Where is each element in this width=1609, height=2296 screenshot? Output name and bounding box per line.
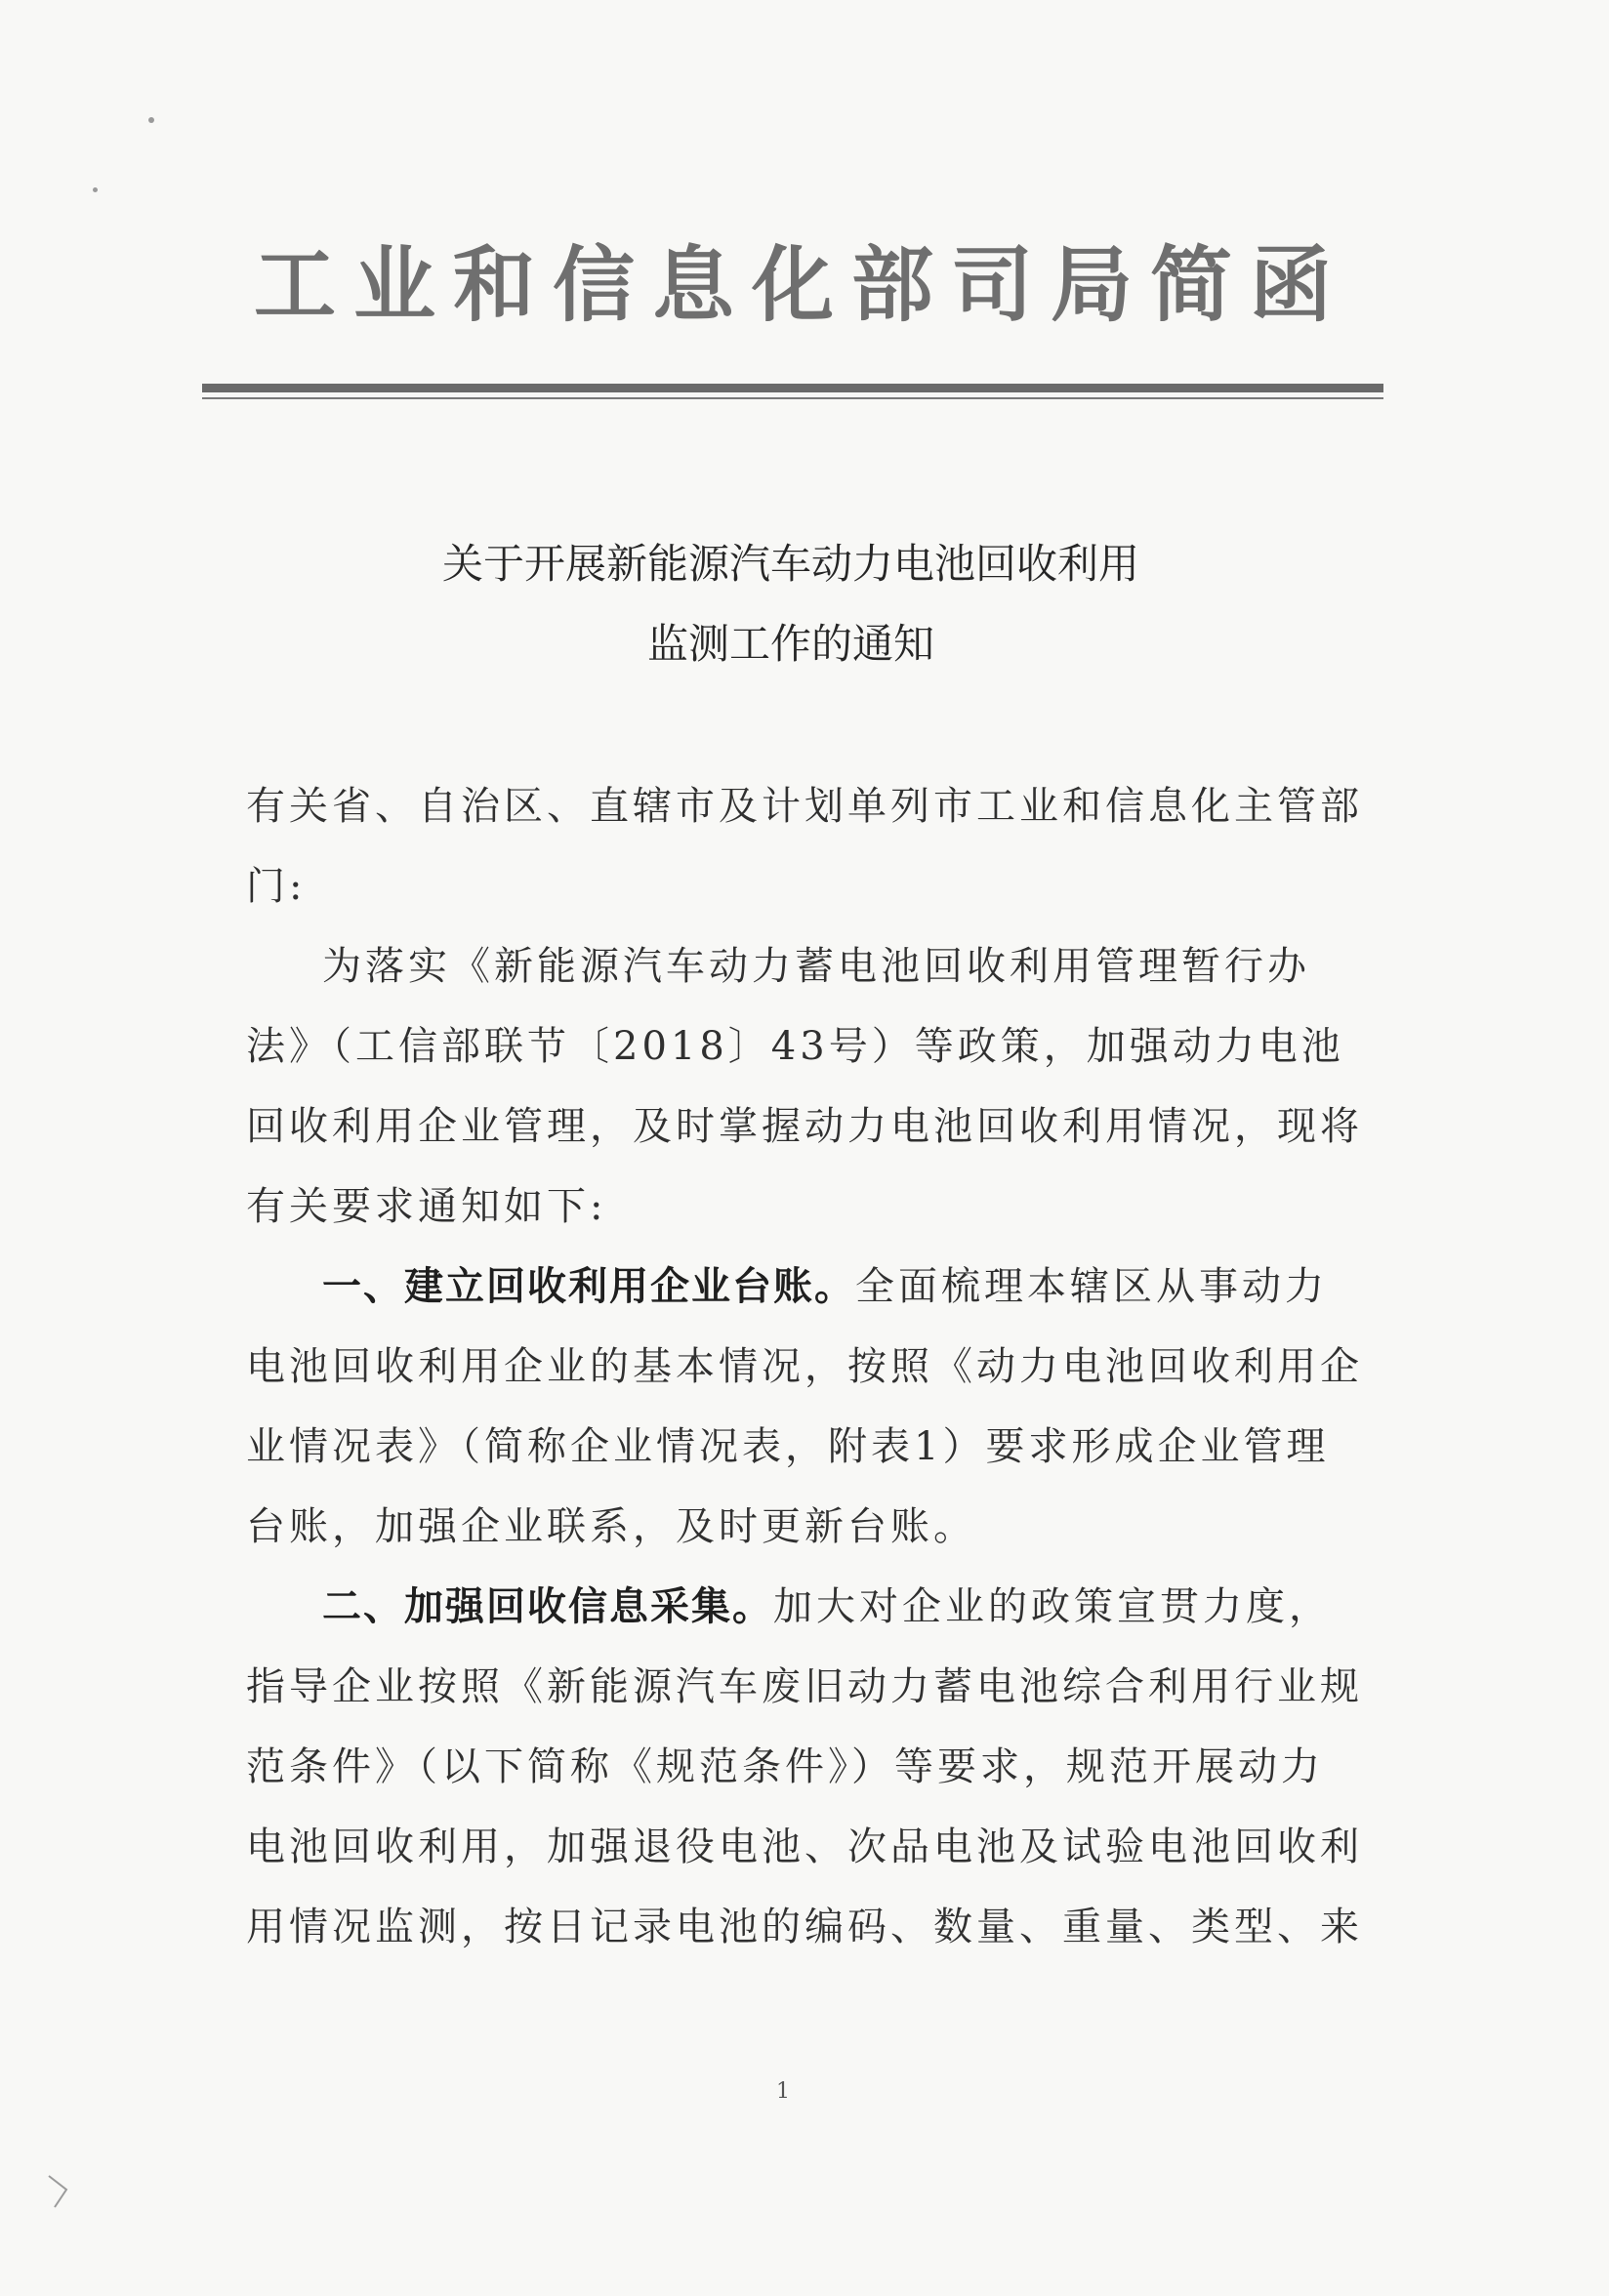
section-1-heading: 一、建立回收利用企业台账。 [322,1264,855,1309]
scan-speck [93,187,98,192]
scan-speck [148,117,154,123]
section-2-line-4: 电池回收利用，加强退役电池、次品电池及试验电池回收利 [246,1824,1363,1869]
section-1-line-3: 业情况表》（简称企业情况表，附表1）要求形成企业管理 [246,1424,1330,1469]
masthead-title: 工业和信息化部司局简函 [254,236,1350,333]
paragraph-1-line-4: 有关要求通知如下: [246,1184,607,1229]
addressee-line-1: 有关省、自治区、直辖市及计划单列市工业和信息化主管部 [246,784,1363,829]
masthead-divider-thick [202,384,1383,392]
section-2-text: 加大对企业的政策宣贯力度， [773,1584,1332,1629]
page-number: 1 [776,2079,790,2104]
section-1-text: 全面梳理本辖区从事动力 [855,1264,1328,1309]
document-title-line-2: 监测工作的通知 [646,620,934,668]
section-2-line-2: 指导企业按照《新能源汽车废旧动力蓄电池综合利用行业规 [246,1664,1363,1709]
section-2-line-3: 范条件》（以下简称《规范条件》）等要求，规范开展动力 [246,1744,1324,1789]
section-1-line-4: 台账，加强企业联系，及时更新台账。 [246,1504,976,1549]
paragraph-1-line-2: 法》（工信部联节〔2018〕43号）等政策，加强动力电池 [246,1024,1344,1069]
masthead-divider-thin [202,397,1383,399]
section-1-line-2: 电池回收利用企业的基本情况，按照《动力电池回收利用企 [246,1344,1363,1389]
section-2-line-1 [322,1579,1386,1634]
paragraph-1-line-3: 回收利用企业管理，及时掌握动力电池回收利用情况，现将 [246,1104,1363,1149]
section-2-heading: 二、加强回收信息采集。 [322,1584,773,1629]
section-1-line-1 [322,1259,1386,1314]
corner-fold-mark [45,2172,74,2211]
document-title-line-1: 关于开展新能源汽车动力电池回收利用 [441,540,1139,588]
paragraph-1-line-1: 为落实《新能源汽车动力蓄电池回收利用管理暂行办 [322,944,1310,989]
addressee-line-2: 门: [246,864,307,909]
section-2-line-5: 用情况监测，按日记录电池的编码、数量、重量、类型、来 [246,1905,1363,1949]
